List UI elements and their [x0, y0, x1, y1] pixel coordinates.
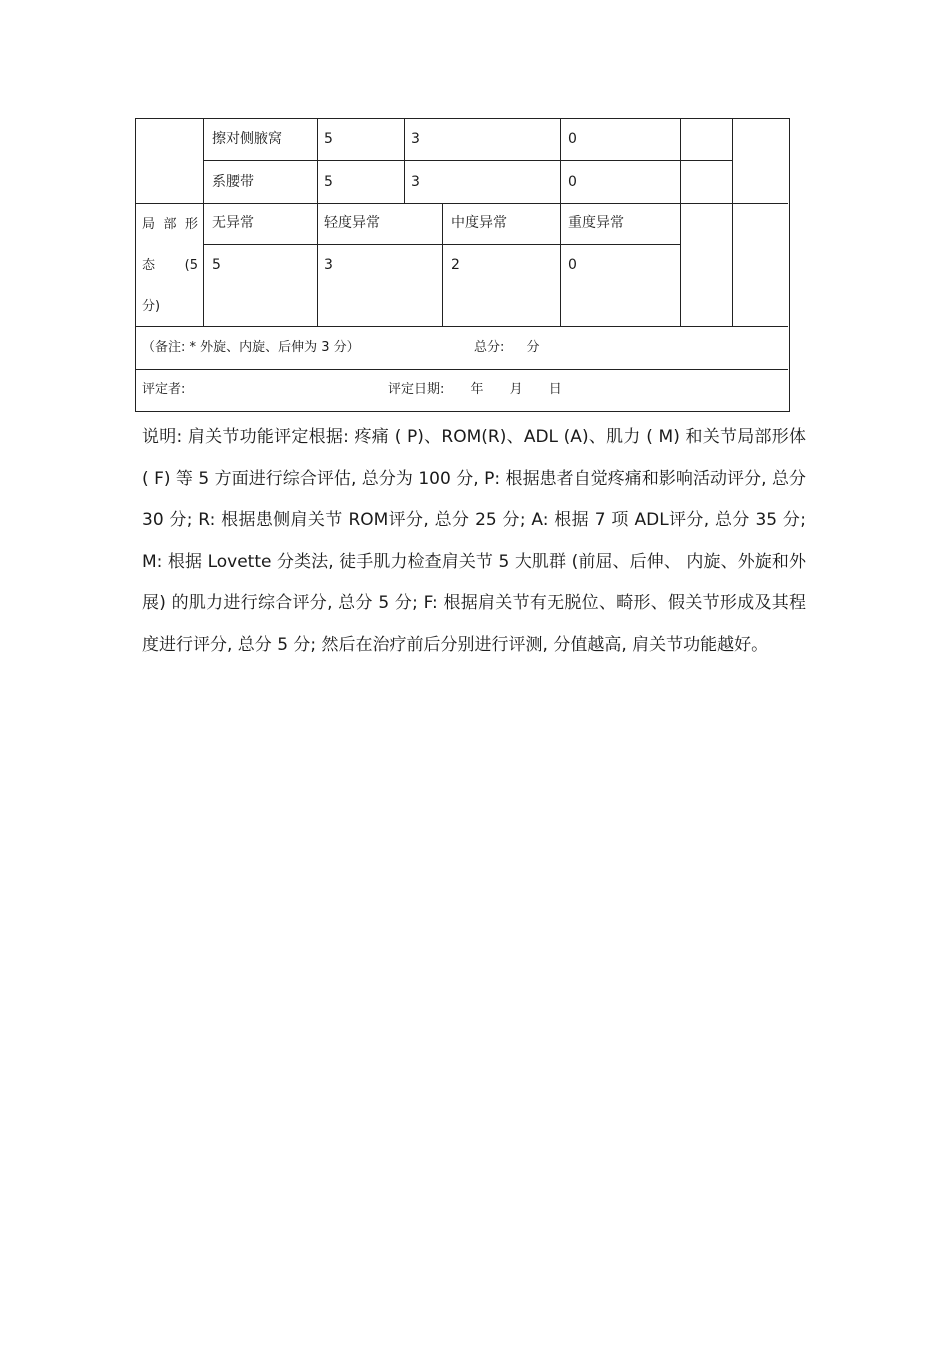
- score-cell: 3: [411, 131, 420, 147]
- col-divider: [680, 119, 681, 326]
- description-paragraph: 说明: 肩关节功能评定根据: 疼痛 ( P)、ROM(R)、ADL (A)、肌力 ( M) 和关节局部形体 ( F) 等 5 方面进行综合评估, 总分为 100 分, P: 根据患者自觉疼痛和影响活动评分, 总分 30 分; R: 根据患侧肩关节 ROM评分, 总分 25 分; A: 根据 7 项 ADL评分, 总分 35 分; M: 根据 Lovette 分类法, 徒手肌力检查肩关节 5 大肌群 (前屈、后伸、 内旋、外旋和外展) 的肌力进行综合评分, 总分 5 分; F: 根据肩关节有无脱位、畸形、假关节形成及其程度进行评分, 总分 5 分; 然后在治疗前后分别进行评测, 分值越高, 肩关节功能越好。: [142, 427, 806, 655]
- section-label-line: 态 (5: [142, 258, 198, 273]
- col-divider: [442, 203, 443, 326]
- grade-header: 中度异常: [451, 215, 507, 231]
- score-cell: 3: [411, 174, 420, 190]
- score-cell: 5: [324, 131, 333, 147]
- row-divider: [203, 160, 680, 161]
- assessment-table: [135, 118, 790, 412]
- row-divider: [680, 160, 732, 161]
- section-label-line: 分): [142, 299, 161, 314]
- col-divider: [404, 119, 405, 203]
- score-cell: 5: [324, 174, 333, 190]
- grade-header: 无异常: [212, 215, 254, 231]
- col-divider: [560, 119, 561, 326]
- row-divider: [136, 326, 788, 327]
- section-label-line: 局 部 形: [142, 217, 198, 232]
- grade-header: 重度异常: [568, 215, 624, 231]
- grade-value: 0: [568, 257, 577, 273]
- grade-value: 2: [451, 257, 460, 273]
- score-cell: 0: [568, 174, 577, 190]
- row-divider: [136, 203, 788, 204]
- date-label: 评定日期: 年 月 日: [388, 382, 562, 397]
- note-text: （备注: * 外旋、内旋、后伸为 3 分）: [142, 340, 360, 355]
- item-name: 系腰带: [212, 174, 254, 190]
- col-divider: [317, 119, 318, 326]
- evaluator-label: 评定者:: [142, 382, 186, 397]
- total-score-label: 总分: 分: [474, 340, 540, 355]
- section-label: [142, 204, 198, 327]
- grade-header: 轻度异常: [324, 215, 380, 231]
- row-divider: [136, 369, 788, 370]
- item-name: 擦对侧腋窝: [212, 131, 282, 147]
- grade-value: 5: [212, 257, 221, 273]
- score-cell: 0: [568, 131, 577, 147]
- grade-value: 3: [324, 257, 333, 273]
- col-divider: [732, 119, 733, 326]
- col-divider: [203, 119, 204, 326]
